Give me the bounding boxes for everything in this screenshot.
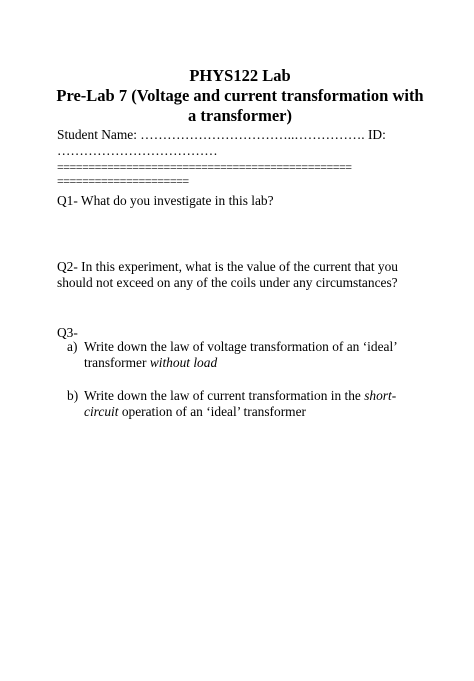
question-3b-italic-text-2: circuit xyxy=(84,404,119,419)
question-3a-marker: a) xyxy=(67,339,78,354)
question-3b-line-2-text: operation of an ‘ideal’ transformer xyxy=(118,404,306,419)
title-block xyxy=(40,66,440,126)
question-3a-italic-text: without load xyxy=(149,355,218,370)
separator-line-2: ===================== xyxy=(57,174,189,188)
question-1: Q1- What do you investigate in this lab? xyxy=(57,193,274,208)
question-3-label: Q3- xyxy=(57,325,78,340)
student-name-line-continued: ……………………………… xyxy=(57,143,218,158)
question-3b-line-2 xyxy=(84,404,306,420)
prelab-title-line-1: Pre-Lab 7 (Voltage and current transformation with xyxy=(56,86,424,105)
student-name-line: Student Name: ……………………………..……………. ID: xyxy=(57,127,386,142)
question-3a-line-2-text: transformer xyxy=(84,355,150,370)
question-3b-italic-text-1: short- xyxy=(364,388,397,403)
course-title: PHYS122 Lab xyxy=(189,66,291,85)
question-2-line-1: Q2- In this experiment, what is the value of the current that you xyxy=(57,259,398,274)
question-3b-line-1 xyxy=(84,388,396,404)
question-2-line-2: should not exceed on any of the coils under any circumstances? xyxy=(57,275,398,290)
question-3a-line-2 xyxy=(84,355,217,371)
prelab-title-line-2: a transformer) xyxy=(188,106,292,125)
question-3b-marker: b) xyxy=(67,388,79,403)
separator-line-1: =============================================== xyxy=(57,160,352,174)
question-3a-line-1: Write down the law of voltage transformation of an ‘ideal’ xyxy=(84,339,398,354)
question-3b-line-1-text: Write down the law of current transformation in the xyxy=(84,388,365,403)
